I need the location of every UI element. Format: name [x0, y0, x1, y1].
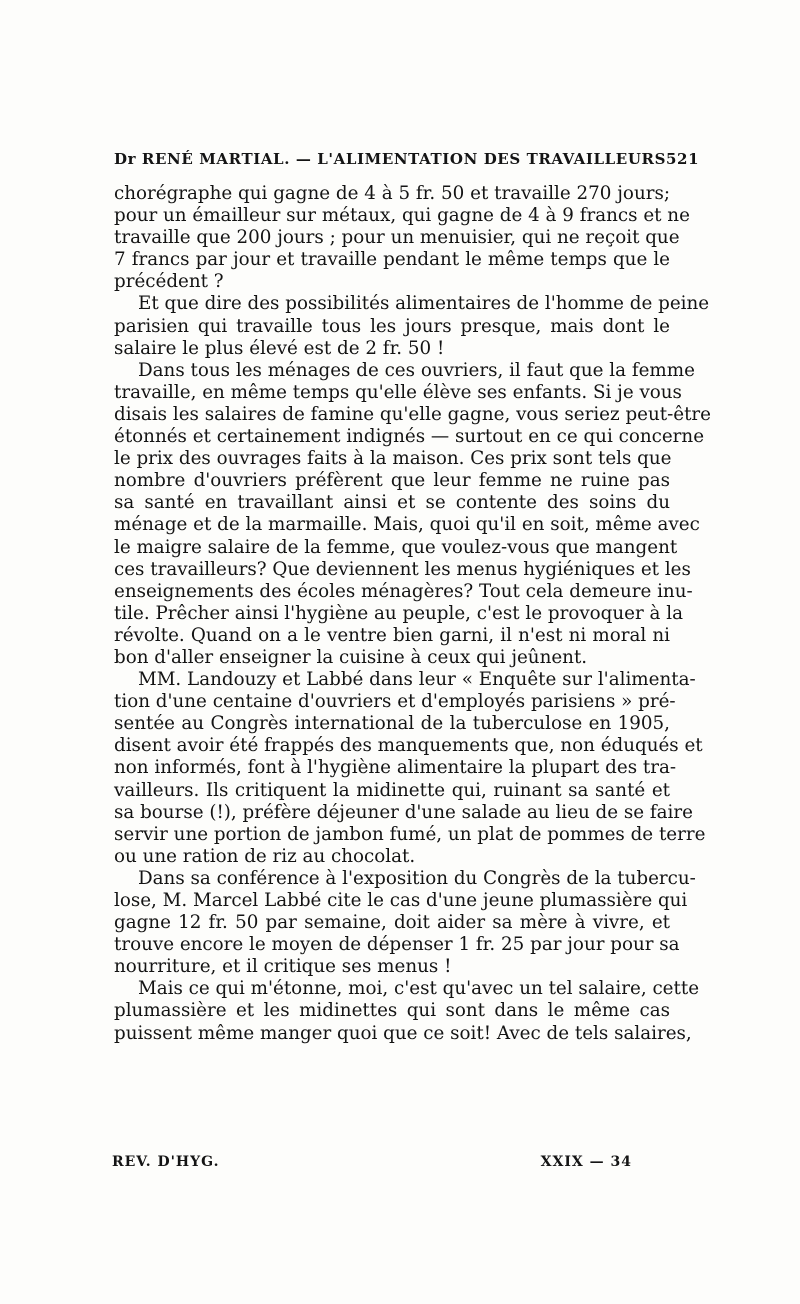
text-line: tile. Prêcher ainsi l'hygiène au peuple, c'est le provoquer à la — [114, 602, 683, 624]
text-line: ou une ration de riz au chocolat. — [114, 845, 416, 867]
text-line: Dans tous les ménages de ces ouvriers, il faut que la femme — [138, 359, 695, 381]
text-line: trouve encore le moyen de dépenser 1 fr. 25 par jour pour sa — [114, 934, 680, 956]
text-line: non informés, font à l'hygiène alimentaire la plupart des tra- — [114, 757, 677, 779]
text-line: sa santé en travaillant ainsi et se contente des soins du — [114, 492, 670, 514]
text-line: bon d'aller enseigner la cuisine à ceux qui jeûnent. — [114, 646, 588, 668]
text-line: nourriture, et il critique ses menus ! — [114, 956, 452, 978]
text-line: gagne 12 fr. 50 par semaine, doit aider sa mère à vivre, et — [114, 912, 670, 934]
paragraph — [114, 359, 711, 669]
text-line: travaille, en même temps qu'elle élève ses enfants. Si je vous — [114, 381, 682, 403]
paragraph — [114, 978, 700, 1044]
text-line: MM. Landouzy et Labbé dans leur « Enquête sur l'alimenta- — [138, 669, 696, 691]
text-line: parisien qui travaille tous les jours presque, mais dont le — [114, 315, 670, 337]
paragraph — [114, 293, 710, 359]
text-line: puissent même manger quoi que ce soit! Avec de tels salaires, — [114, 1022, 692, 1044]
running-header-title: Dr RENÉ MARTIAL. — L'ALIMENTATION DES TRAVAILLEURS — [114, 150, 667, 168]
text-line: lose, M. Marcel Labbé cite le cas d'une jeune plumassière qui — [114, 890, 688, 911]
text-line: Et que dire des possibilités alimentaires de l'homme de peine — [138, 293, 710, 315]
text-line: Mais ce qui m'étonne, moi, c'est qu'avec un tel salaire, cette — [138, 978, 700, 1000]
paragraph — [114, 183, 690, 293]
text-line: précédent ? — [114, 271, 224, 293]
text-line: 7 francs par jour et travaille pendant le même temps que le — [114, 249, 670, 271]
signature-mark: XXIX — 34 — [540, 1154, 632, 1170]
text-line: vailleurs. Ils critiquent la midinette qui, ruinant sa santé et — [114, 779, 670, 801]
text-line: salaire le plus élevé est de 2 fr. 50 ! — [114, 337, 445, 359]
text-line: étonnés et certainement indignés — surtout en ce qui concerne — [114, 426, 705, 448]
body-text — [114, 183, 711, 1045]
text-line: ces travailleurs? Que deviennent les menus hygiéniques et les — [114, 558, 691, 580]
journal-abbreviation: REV. D'HYG. — [112, 1154, 220, 1170]
text-line: chorégraphe qui gagne de 4 à 5 fr. 50 et travaille 270 jours; — [114, 183, 670, 204]
text-line: sentée au Congrès international de la tuberculose en 1905, — [114, 713, 670, 735]
signature-footer — [112, 1154, 632, 1170]
text-line: disais les salaires de famine qu'elle gagne, vous seriez peut-être — [114, 403, 711, 425]
text-line: nombre d'ouvriers préfèrent que leur femme ne ruine pas — [114, 470, 670, 492]
text-line: enseignements des écoles ménagères? Tout cela demeure inu- — [114, 580, 693, 602]
text-line: le prix des ouvrages faits à la maison. Ces prix sont tels que — [114, 448, 672, 470]
paragraph — [114, 669, 706, 868]
page-number: 521 — [666, 150, 700, 168]
running-header — [114, 150, 700, 168]
text-line: tion d'une centaine d'ouvriers et d'employés parisiens » pré- — [114, 691, 676, 713]
text-line: ménage et de la marmaille. Mais, quoi qu'il en soit, même avec — [114, 514, 700, 536]
text-line: Dans sa conférence à l'exposition du Congrès de la tubercu- — [138, 867, 696, 889]
text-line: pour un émailleur sur métaux, qui gagne de 4 à 9 francs et ne — [114, 205, 690, 227]
text-line: le maigre salaire de la femme, que voulez-vous que mangent — [114, 536, 678, 558]
text-line: disent avoir été frappés des manquements que, non éduqués et — [114, 735, 703, 757]
text-line: plumassière et les midinettes qui sont dans le même cas — [114, 1000, 670, 1022]
text-line: révolte. Quand on a le ventre bien garni, il n'est ni moral ni — [114, 624, 670, 646]
paragraph — [114, 867, 696, 978]
text-line: travaille que 200 jours ; pour un menuisier, qui ne reçoit que — [114, 227, 680, 249]
text-line: sa bourse (!), préfère déjeuner d'une salade au lieu de se faire — [114, 801, 693, 823]
text-line: servir une portion de jambon fumé, un plat de pommes de terre — [114, 823, 706, 845]
